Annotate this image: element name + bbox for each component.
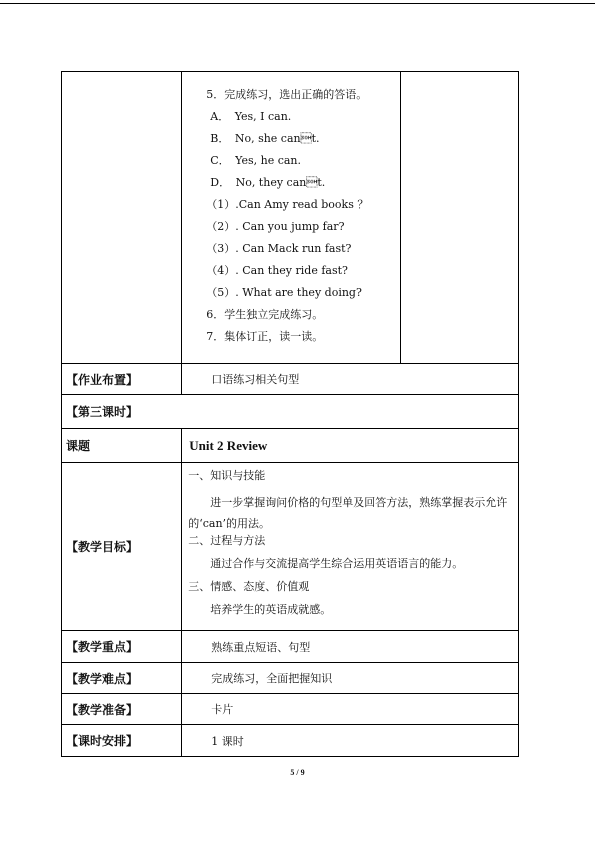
page-number: 5 / 9 — [290, 768, 305, 777]
goals-label: 【教学目标】 — [62, 463, 182, 631]
header-rule — [0, 3, 595, 4]
key-points-row — [62, 631, 519, 663]
question-4: （4）. Can they ride fast? — [206, 264, 348, 277]
preparation-value: 卡片 — [182, 694, 519, 725]
exercise-cell — [182, 72, 400, 364]
goal-text-3: 培养学生的英语成就感。 — [210, 603, 332, 616]
difficulties-row — [62, 663, 519, 694]
lesson-plan-table — [61, 71, 519, 757]
preparation-label: 【教学准备】 — [62, 694, 182, 725]
key-points-value: 熟练重点短语、句型 — [182, 631, 519, 663]
answer-option-b: B． No, she cant. — [210, 132, 320, 145]
question-5: （5）. What are they doing? — [206, 286, 362, 299]
goal-heading-1: 一、知识与技能 — [188, 469, 266, 482]
question-2: （2）. Can you jump far? — [206, 220, 345, 233]
goal-text-2: 通过合作与交流提高学生综合运用英语语言的能力。 — [210, 557, 464, 570]
answer-option-c: C． Yes, he can. — [210, 154, 302, 167]
question-1: （1）.Can Amy read books ？ — [206, 198, 369, 211]
topic-row — [62, 429, 519, 463]
difficulties-label: 【教学难点】 — [62, 663, 182, 694]
step-7: 7．集体订正，读一读。 — [206, 330, 324, 343]
homework-label: 【作业布置】 — [62, 364, 182, 395]
exercise-instruction: 5．完成练习，选出正确的答语。 — [206, 88, 368, 101]
third-lesson-row — [62, 395, 519, 429]
empty-label-cell — [62, 72, 182, 364]
homework-row — [62, 364, 519, 395]
preparation-row — [62, 694, 519, 725]
schedule-value: 1 课时 — [182, 725, 519, 757]
goal-text-1: 进一步掌握询问价格的句型单及回答方法，熟练掌握表示允许的‘can’的用法。 — [188, 496, 508, 530]
goals-content — [182, 463, 519, 631]
goals-row — [62, 463, 519, 631]
goal-heading-3: 三、情感、态度、价值观 — [188, 580, 310, 593]
third-lesson-heading: 【第三课时】 — [62, 395, 519, 429]
topic-value: Unit 2 Review — [182, 429, 519, 463]
answer-option-d: D． No, they cant. — [210, 176, 326, 189]
homework-value: 口语练习相关句型 — [182, 364, 519, 395]
goal-heading-2: 二、过程与方法 — [188, 534, 266, 547]
step-6: 6．学生独立完成练习。 — [206, 308, 324, 321]
topic-label: 课题 — [62, 429, 182, 463]
question-3: （3）. Can Mack run fast? — [206, 242, 352, 255]
key-points-label: 【教学重点】 — [62, 631, 182, 663]
difficulties-value: 完成练习，全面把握知识 — [182, 663, 519, 694]
schedule-label: 【课时安排】 — [62, 725, 182, 757]
empty-notes-cell — [400, 72, 518, 364]
exercise-row — [62, 72, 519, 364]
schedule-row — [62, 725, 519, 757]
answer-option-a: A． Yes, I can. — [210, 110, 292, 123]
